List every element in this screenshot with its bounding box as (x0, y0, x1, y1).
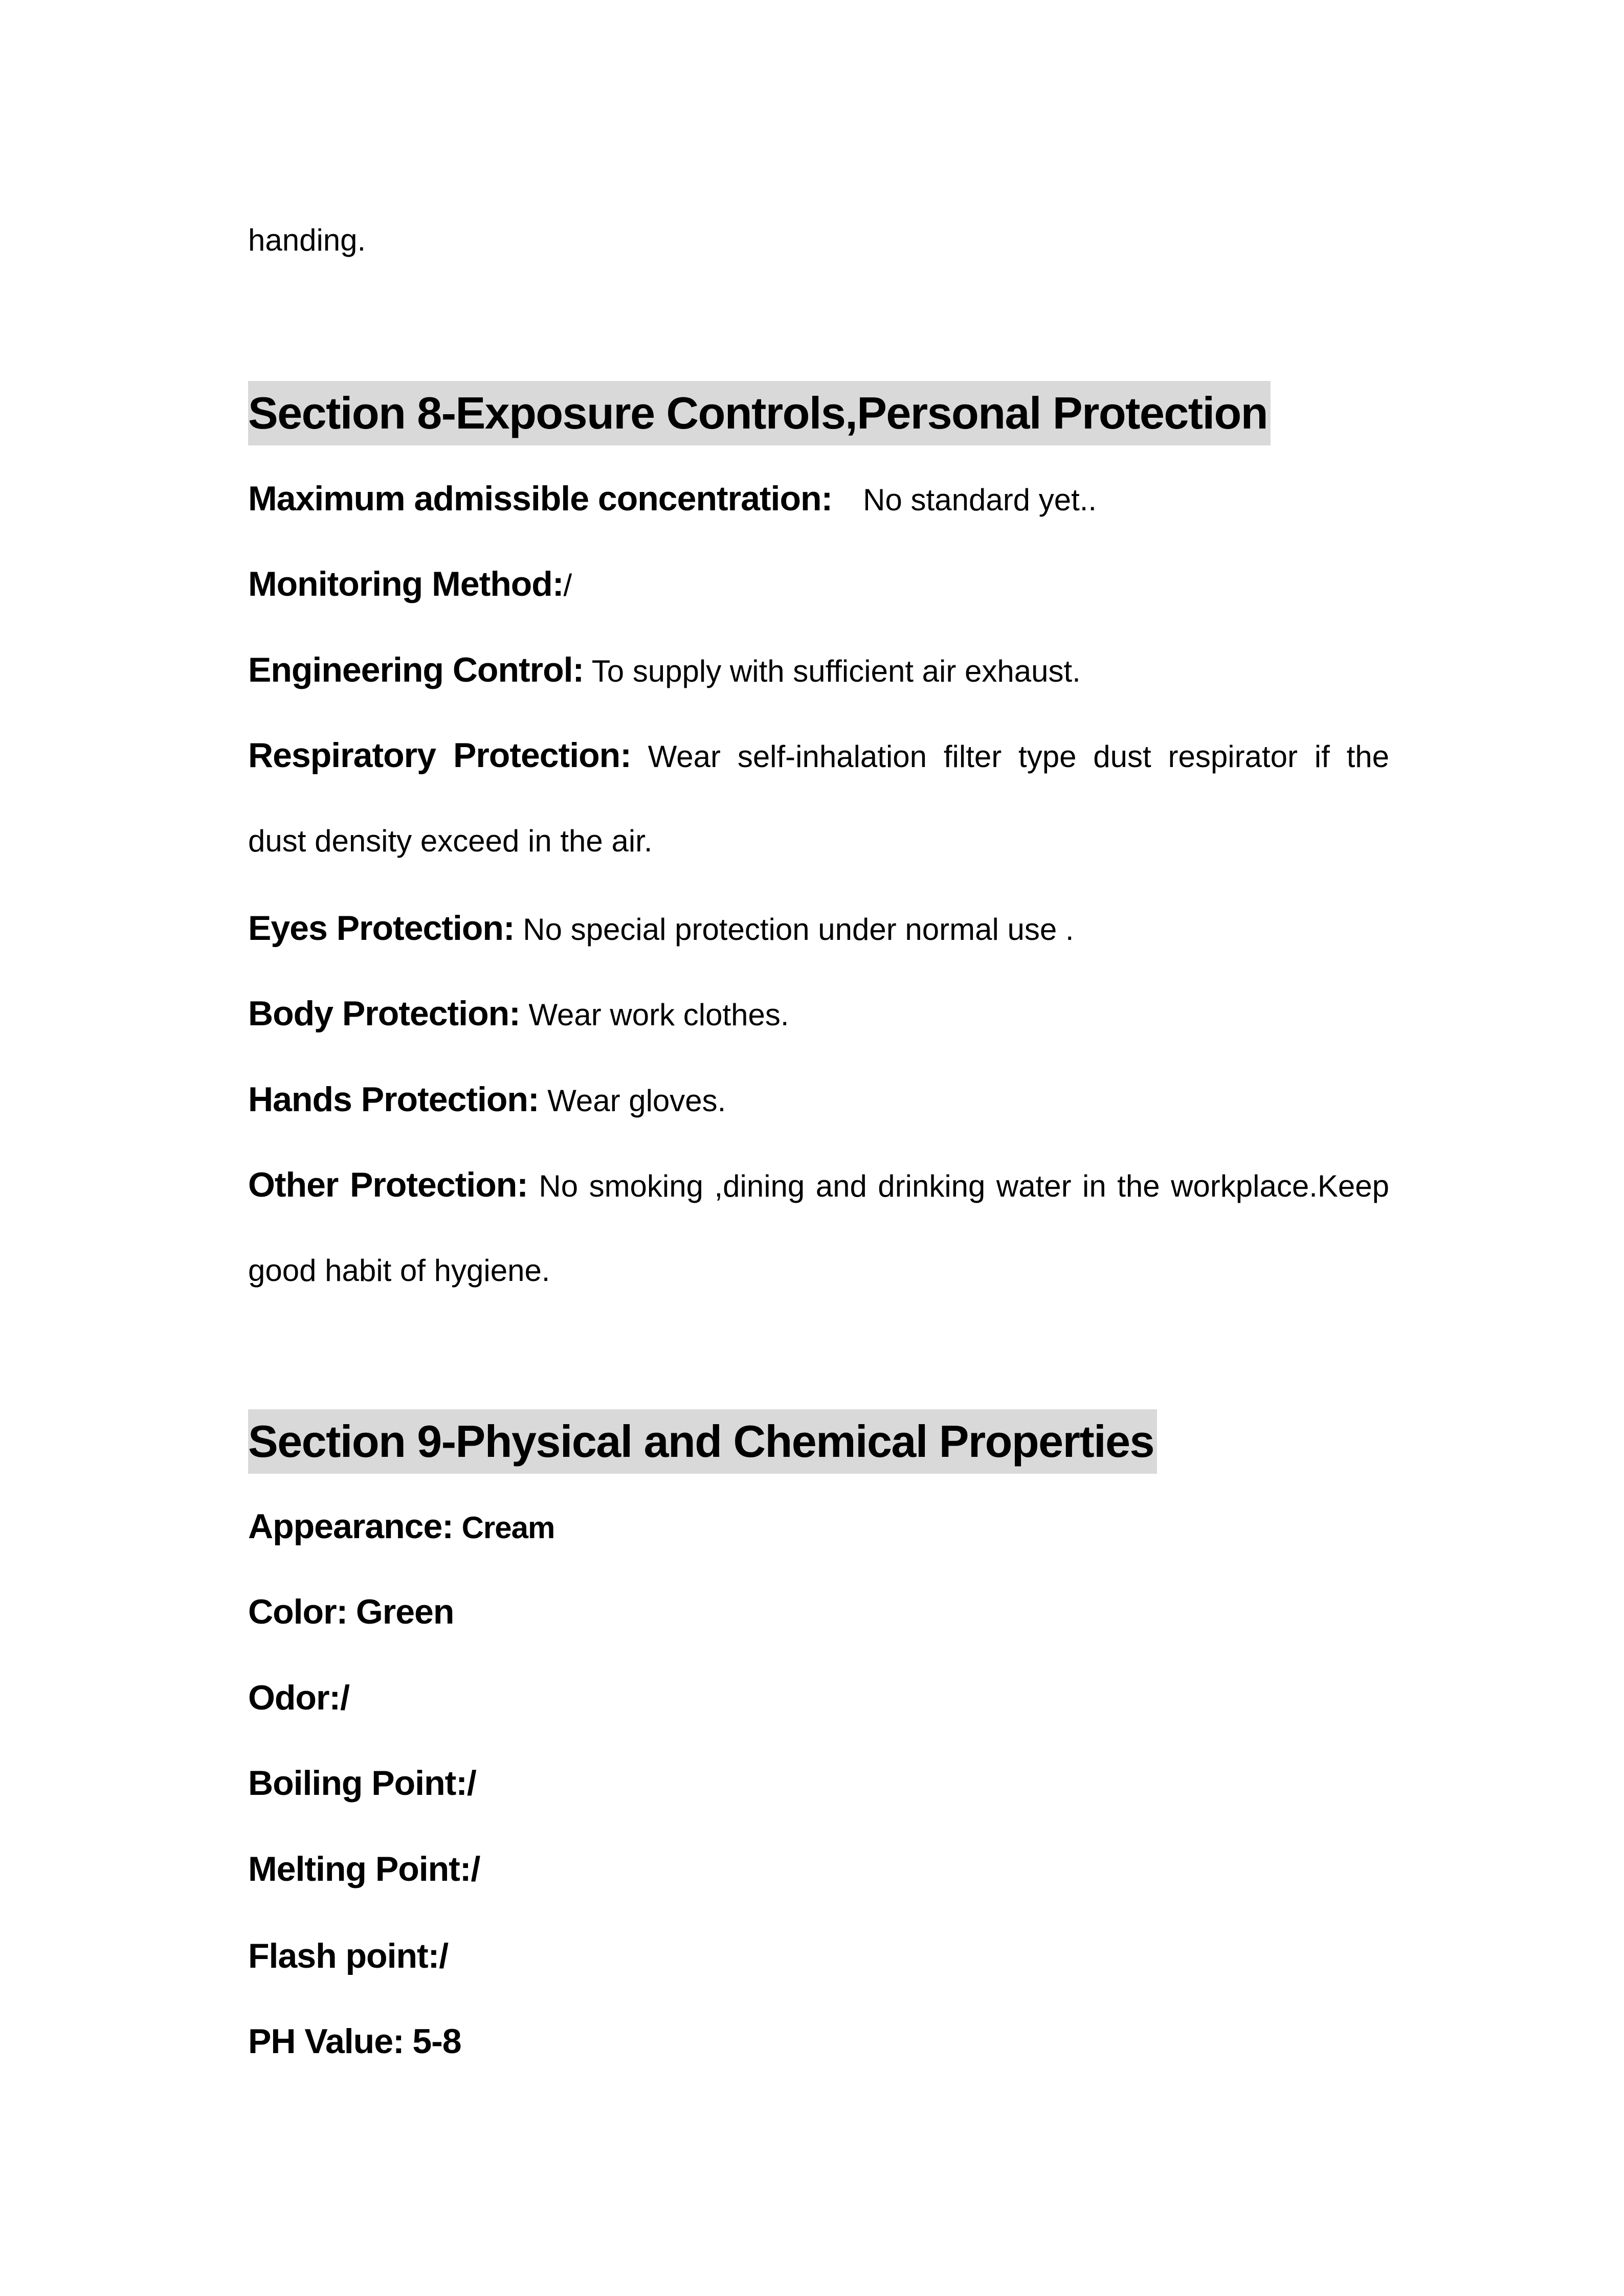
field-max-admissible-concentration (248, 478, 1097, 521)
field-value: good habit of hygiene. (248, 1253, 550, 1288)
field-eyes-protection (248, 908, 1074, 950)
field-label: Body Protection: (248, 994, 520, 1033)
field-value: Wear work clothes. (528, 998, 789, 1032)
field-value: Green (355, 1592, 454, 1631)
field-other-protection (248, 1164, 1389, 1207)
field-value: No special protection under normal use . (523, 912, 1074, 947)
field-label: Appearance: (248, 1507, 453, 1546)
field-label: Maximum admissible concentration: (248, 479, 833, 518)
field-value: dust density exceed in the air. (248, 824, 653, 858)
field-body-protection (248, 993, 789, 1036)
field-appearance (248, 1506, 554, 1548)
field-value: Cream (461, 1511, 555, 1545)
field-value: / (471, 1850, 480, 1888)
field-other-protection-continued (248, 1250, 550, 1291)
field-value: / (340, 1678, 349, 1717)
field-label: Flash point: (248, 1937, 439, 1975)
field-color (248, 1591, 454, 1634)
field-label: Engineering Control: (248, 650, 584, 689)
field-value: 5-8 (412, 2022, 461, 2061)
field-value: No smoking ,dining and drinking water in the workplace.Keep (539, 1169, 1390, 1203)
field-label: Eyes Protection: (248, 909, 515, 948)
field-label: Odor: (248, 1678, 341, 1717)
field-value: / (439, 1937, 449, 1975)
field-respiratory-protection-continued (248, 821, 653, 862)
field-melting-point (248, 1849, 480, 1891)
field-flash-point (248, 1935, 448, 1978)
field-boiling-point (248, 1763, 476, 1805)
field-label: Other Protection: (248, 1165, 528, 1204)
field-value: / (563, 568, 572, 602)
field-value: To supply with sufficient air exhaust. (591, 654, 1081, 688)
field-value: / (466, 1764, 476, 1803)
field-label: PH Value: (248, 2022, 404, 2061)
field-value: Wear gloves. (547, 1084, 726, 1118)
field-ph-value (248, 2021, 461, 2063)
field-monitoring-method (248, 564, 572, 606)
field-label: Hands Protection: (248, 1080, 539, 1119)
field-odor (248, 1677, 349, 1720)
field-label: Monitoring Method: (248, 565, 564, 603)
field-hands-protection (248, 1079, 726, 1121)
section-9-heading: Section 9-Physical and Chemical Properties (248, 1409, 1157, 1474)
field-label: Color: (248, 1592, 348, 1631)
field-engineering-control (248, 649, 1081, 692)
field-label: Boiling Point: (248, 1764, 467, 1803)
continuation-text: handing. (248, 223, 366, 257)
field-label: Respiratory Protection: (248, 736, 631, 775)
field-value: Wear self-inhalation filter type dust respirator if the (648, 739, 1390, 774)
field-respiratory-protection (248, 735, 1389, 777)
field-label: Melting Point: (248, 1850, 471, 1888)
field-value: No standard yet.. (863, 483, 1097, 517)
section-8-heading: Section 8-Exposure Controls,Personal Protection (248, 381, 1271, 445)
